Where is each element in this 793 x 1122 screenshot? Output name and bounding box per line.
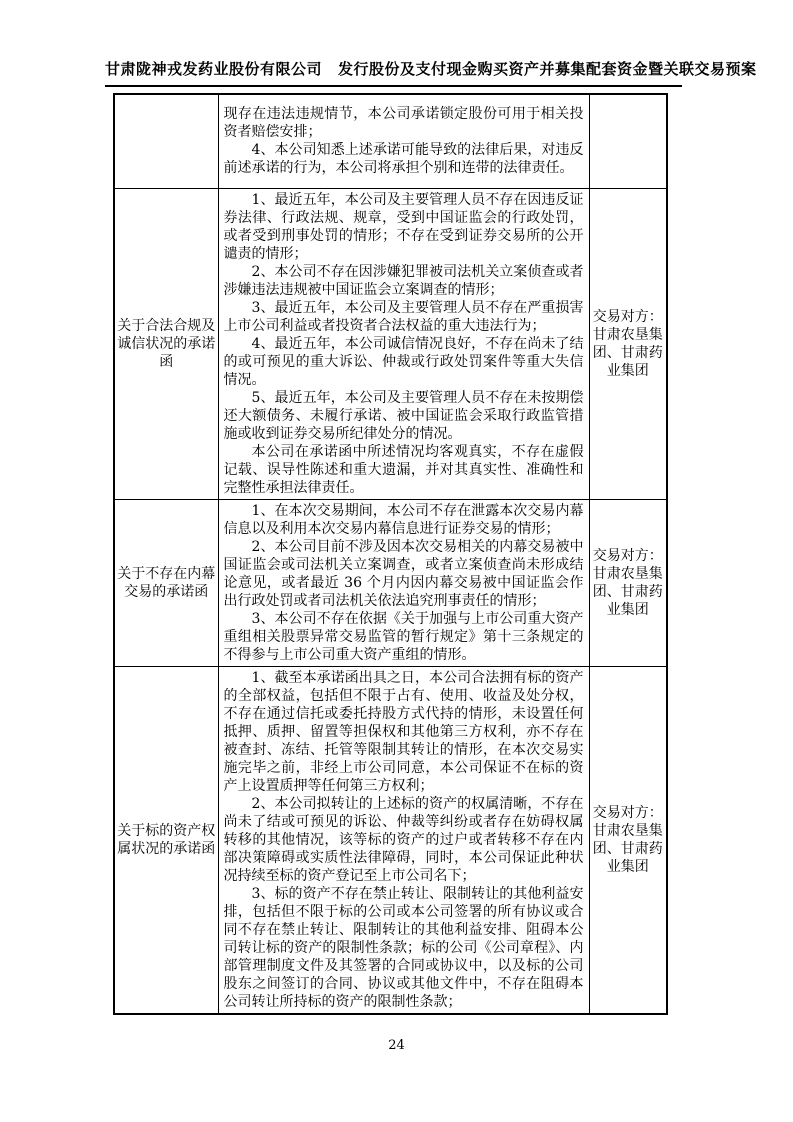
paragraph: 5、最近五年，本公司及主要管理人员不存在未按期偿还大额债务、未履行承诺、被中国证监会采取行政监管措施或收到证券交易所纪律处分的情况。	[223, 389, 584, 442]
table-row-asset-ownership	[114, 666, 667, 1014]
counterparty: 交易对方：甘肃农垦集团、甘肃药业集团	[592, 547, 663, 618]
paragraph: 3、标的资产不存在禁止转让、限制转让的其他利益安排，包括但不限于标的公司或本公司签署的所有协议或合同不存在禁止转让、限制转让的其他利益安排、阻碍本公司转让标的资产的限制性条款；标的公司《公司章程》、内部管理制度文件及其签署的合同或协议中，以及标的公司股东之间签订的合同、协议或其他文件中，不存在阻碍本公司转让所持标的资产的限制性条款；	[223, 885, 584, 1010]
commitments-table	[113, 93, 668, 1015]
row-counterparty-cell	[589, 666, 667, 1014]
row-label-cell	[114, 499, 218, 666]
table-row-compliance	[114, 188, 667, 499]
table-row-insider-trading	[114, 499, 667, 666]
row-label: 关于合法合规及诚信状况的承诺函	[117, 317, 216, 370]
counterparty: 交易对方：甘肃农垦集团、甘肃药业集团	[592, 308, 663, 379]
header-document-title: 发行股份及支付现金购买资产并募集配套资金暨关联交易预案	[338, 60, 757, 78]
row-label-cell	[114, 666, 218, 1014]
paragraph: 4、最近五年，本公司诚信情况良好，不存在尚未了结的或可预见的重大诉讼、仲裁或行政处罚案件等重大失信情况。	[223, 335, 584, 388]
paragraph: 3、最近五年，本公司及主要管理人员不存在严重损害上市公司利益或者投资者合法权益的重大违法行为；	[223, 299, 584, 334]
row-label-cell	[114, 94, 218, 188]
paragraph: 2、本公司目前不涉及因本次交易相关的内幕交易被中国证监会或司法机关立案调查，或者立案侦查尚未形成结论意见，或者最近 36 个月内因内幕交易被中国证监会作出行政处罚或者司法机关依法追究刑事责任的情形；	[223, 538, 584, 609]
paragraph: 2、本公司拟转让的上述标的资产的权属清晰，不存在尚未了结或可预见的诉讼、仲裁等纠纷或者存在妨碍权属转移的其他情况，该等标的资产的过户或者转移不存在内部决策障碍或实质性法律障碍，同时，本公司保证此种状况持续至标的资产登记至上市公司名下；	[223, 795, 584, 884]
row-label: 关于不存在内幕交易的承诺函	[117, 565, 216, 600]
paragraph: 本公司在承诺函中所述情况均客观真实，不存在虚假记载、误导性陈述和重大遗漏，并对其真实性、准确性和完整性承担法律责任。	[223, 443, 584, 496]
header-company-name: 甘肃陇神戎发药业股份有限公司	[105, 60, 323, 78]
row-counterparty-cell	[589, 188, 667, 499]
paragraph: 2、本公司不存在因涉嫌犯罪被司法机关立案侦查或者涉嫌违法违规被中国证监会立案调查的情形；	[223, 263, 584, 298]
page-header	[105, 58, 757, 87]
paragraph: 4、本公司知悉上述承诺可能导致的法律后果，对违反前述承诺的行为，本公司将承担个别和连带的法律责任。	[223, 142, 584, 177]
row-content-cell	[218, 499, 589, 666]
paragraph: 现存在违法违规情节，本公司承诺锁定股份可用于相关投资者赔偿安排；	[223, 106, 584, 141]
row-counterparty-cell	[589, 499, 667, 666]
row-content-cell	[218, 188, 589, 499]
paragraph: 1、最近五年，本公司及主要管理人员不存在因违反证券法律、行政法规、规章，受到中国证监会的行政处罚，或者受到刑事处罚的情形；不存在受到证券交易所的公开谴责的情形；	[223, 191, 584, 262]
counterparty: 交易对方：甘肃农垦集团、甘肃药业集团	[592, 804, 663, 875]
row-content-cell	[218, 94, 589, 188]
paragraph: 1、截至本承诺函出具之日，本公司合法拥有标的资产的全部权益，包括但不限于占有、使用、收益及处分权，不存在通过信托或委托持股方式代持的情形，未设置任何抵押、质押、留置等担保权和其他第三方权利，亦不存在被查封、冻结、托管等限制其转让的情形，在本次交易实施完毕之前，非经上市公司同意，本公司保证不在标的资产上设置质押等任何第三方权利；	[223, 669, 584, 794]
table-row-continuation	[114, 94, 667, 188]
page-number: 24	[388, 1038, 405, 1053]
paragraph: 1、在本次交易期间，本公司不存在泄露本次交易内幕信息以及利用本次交易内幕信息进行证券交易的情形；	[223, 502, 584, 537]
row-counterparty-cell	[589, 94, 667, 188]
row-label: 关于标的资产权属状况的承诺函	[117, 822, 216, 857]
row-content-cell	[218, 666, 589, 1014]
paragraph: 3、本公司不存在依据《关于加强与上市公司重大资产重组相关股票异常交易监管的暂行规定》第十三条规定的不得参与上市公司重大资产重组的情形。	[223, 610, 584, 663]
row-label-cell	[114, 188, 218, 499]
